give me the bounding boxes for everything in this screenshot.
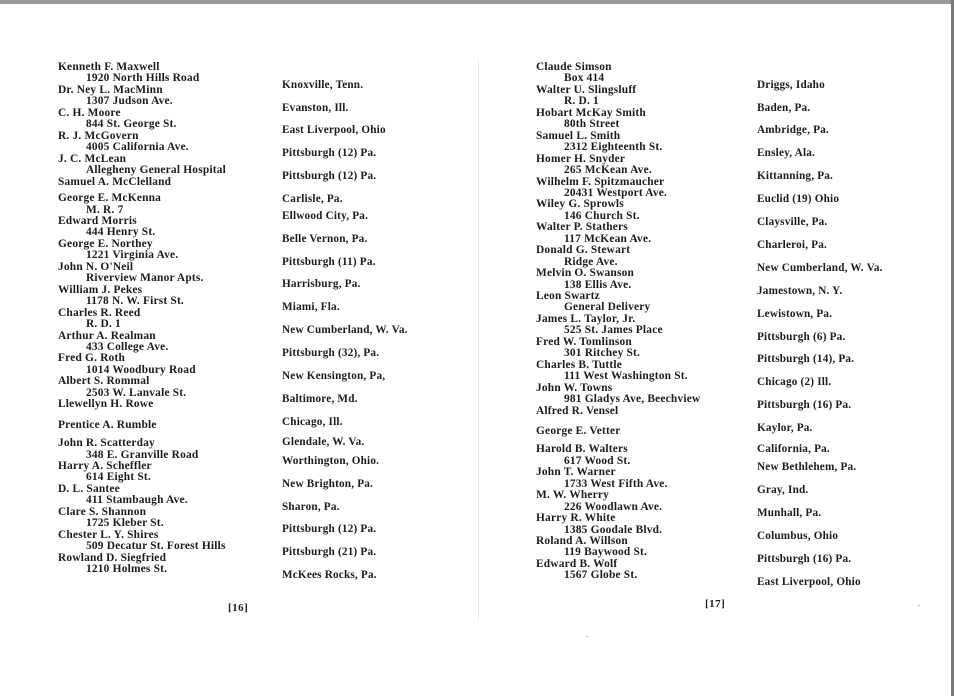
entry-place: Chicago (2) Ill. [757,376,832,389]
entry-address: 1567 Globe St. [564,569,638,582]
entry-address: 844 St. George St. [86,118,177,131]
entry-address: 146 Church St. [564,209,640,222]
entry-address: 1307 Judson Ave. [86,95,173,108]
entry-place: Baltimore, Md. [282,392,358,405]
entry-name: Charles R. Reed [58,306,141,319]
entry-address: 4005 California Ave. [86,141,189,154]
entry-place: Ambridge, Pa. [757,124,829,137]
entry-place: Harrisburg, Pa. [282,278,361,291]
entry-address: 265 McKean Ave. [564,164,652,177]
entry-address: R. D. 1 [86,318,121,331]
page-top-edge [0,0,954,4]
entry-address: 348 E. Granville Road [86,448,199,461]
entry-place: Ellwood City, Pa. [282,209,369,222]
entry-name: C. H. Moore [58,106,121,119]
entry-name: John W. Towns [536,381,613,394]
entry-address: 80th Street [564,118,620,131]
entry-name: Wilhelm F. Spitzmaucher [536,175,665,188]
entry-address: 1221 Virginia Ave. [86,249,179,262]
entry-name: Dr. Ney L. MacMinn [58,83,163,96]
entry-place: Pittsburgh (16) Pa. [757,399,852,412]
entry-address: 20431 Westport Ave. [564,186,668,199]
entry-address: 138 Ellis Ave. [564,278,632,291]
entry-place: Miami, Fla. [282,301,340,314]
entry-address: 1920 North Hills Road [86,72,200,85]
entry-address: 2312 Eighteenth St. [564,141,663,154]
entry-address: 1014 Woodbury Road [86,363,196,376]
entry-place: New Cumberland, W. Va. [282,324,408,337]
entry-name: Samuel A. McClelland [58,175,172,188]
entry-place: Baden, Pa. [757,101,811,114]
entry-address: 1385 Goodale Blvd. [564,523,663,536]
entry-name: Llewellyn H. Rowe [58,398,154,411]
entry-name: Kenneth F. Maxwell [58,61,160,73]
entry-address: 1178 N. W. First St. [86,295,184,308]
entry-name: Roland A. Willson [536,535,628,548]
entry-name: Walter U. Slingsluff [536,83,637,96]
entry-address: 226 Woodlawn Ave. [564,500,663,513]
entry-place: Pittsburgh (14), Pa. [757,353,855,366]
entry-place: Chicago, Ill. [282,415,343,428]
left-page-number: [16] [228,602,249,614]
entry-name: D. L. Santee [58,482,120,495]
entry-name: Edward B. Wolf [536,557,618,570]
entry-name: George E. Northey [58,237,153,250]
entry-name: Claude Simson [536,61,612,73]
entry-name: Fred G. Roth [58,352,126,365]
entry-address: 614 Eight St. [86,471,151,484]
entry-address: 111 West Washington St. [564,370,688,383]
entry-name: Alfred R. Vensel [536,404,619,417]
entry-name: James L. Taylor, Jr. [536,312,636,325]
entry-name: Melvin O. Swanson [536,267,635,280]
entry-name: Harold B. Walters [536,443,628,456]
entry-address: R. D. 1 [564,95,599,108]
entry-name: John R. Scatterday [58,437,155,450]
entry-place: Euclid (19) Ohio [757,193,840,206]
entry-address: Box 414 [564,72,605,85]
entry-address: 1725 Kleber St. [86,517,164,530]
entry-name: Homer H. Snyder [536,152,626,165]
paper-speck [918,605,920,606]
paper-speck [586,636,588,637]
entry-place: Worthington, Ohio. [282,454,380,467]
entry-name: Prentice A. Rumble [58,418,157,431]
entry-name: Hobart McKay Smith [536,106,646,119]
entry-place: Lewistown, Pa. [757,307,833,320]
entry-address: 525 St. James Place [564,324,663,337]
entry-place: Ensley, Ala. [757,147,816,160]
entry-place: Pittsburgh (21) Pa. [282,546,377,559]
entry-address: 117 McKean Ave. [564,232,652,245]
entry-address: 1210 Holmes St. [86,563,168,576]
entry-address: 1733 West Fifth Ave. [564,477,668,490]
entry-address: M. R. 7 [86,203,124,216]
right-page-number: [17] [705,598,726,610]
entry-place: Munhall, Pa. [757,506,822,519]
entry-place: Kittanning, Pa. [757,170,834,183]
entry-place: New Cumberland, W. Va. [757,261,883,274]
entry-place: Pittsburgh (12) Pa. [282,170,377,183]
entry-place: Gray, Ind. [757,483,809,496]
entry-address: 301 Ritchey St. [564,347,641,360]
entry-place: Pittsburgh (12) Pa. [282,523,377,536]
entry-name: William J. Pekes [58,283,143,296]
entry-name: Rowland D. Siegfried [58,551,167,564]
entry-name: Samuel L. Smith [536,129,621,142]
entry-address: 433 College Ave. [86,340,169,353]
entry-place: Claysville, Pa. [757,216,828,228]
entry-name: M. W. Wherry [536,489,610,502]
entry-place: Knoxville, Tenn. [282,78,364,91]
entry-name: George E. Vetter [536,425,621,438]
entry-name: Wiley G. Sprowls [536,198,624,211]
entry-name: Edward Morris [58,215,137,227]
book-gutter [478,60,479,620]
entry-name: Chester L. Y. Shires [58,528,159,541]
entry-name: Arthur A. Realman [58,329,156,342]
entry-place: Pittsburgh (16) Pa. [757,552,852,565]
entry-address: 981 Gladys Ave, Beechview [564,393,701,406]
entry-address: 617 Wood St. [564,454,631,467]
entry-place: Driggs, Idaho [757,78,825,91]
entry-address: General Delivery [564,301,651,314]
entry-name: Clare S. Shannon [58,505,147,518]
entry-place: Belle Vernon, Pa. [282,232,368,245]
entry-place: East Liverpool, Ohio [282,124,386,137]
entry-address: 2503 W. Lanvale St. [86,386,187,399]
entry-name: John T. Warner [536,466,616,479]
entry-place: New Kensington, Pa, [282,370,386,382]
entry-place: Pittsburgh (32), Pa. [282,347,380,360]
entry-name: Walter P. Stathers [536,221,628,234]
entry-name: Charles B. Tuttle [536,358,622,371]
entry-place: Pittsburgh (11) Pa. [282,255,376,268]
entry-address: 119 Baywood St. [564,546,648,559]
entry-name: Harry A. Scheffler [58,460,152,473]
entry-address: 411 Stambaugh Ave. [86,494,188,507]
entry-address: 509 Decatur St. Forest Hills [86,540,226,553]
entry-place: New Brighton, Pa. [282,477,374,490]
entry-name: J. C. McLean [58,152,127,165]
entry-place: Carlisle, Pa. [282,193,343,206]
entry-place: Jamestown, N. Y. [757,284,843,297]
entry-place: Kaylor, Pa. [757,422,813,435]
entry-name: Harry R. White [536,512,616,525]
entry-place: New Bethlehem, Pa. [757,461,857,474]
entry-name: George E. McKenna [58,192,162,205]
entry-place: McKees Rocks, Pa. [282,569,377,582]
entry-place: Pittsburgh (12) Pa. [282,147,377,160]
entry-name: Donald G. Stewart [536,244,631,257]
entry-place: Columbus, Ohio [757,529,839,542]
entry-name: Albert S. Rommal [58,375,150,388]
entry-name: R. J. McGovern [58,129,139,142]
entry-place: California, Pa. [757,442,830,455]
entry-place: Pittsburgh (6) Pa. [757,330,846,343]
entry-address: Ridge Ave. [564,255,618,268]
entry-place: Charleroi, Pa. [757,238,828,251]
entry-name: John N. O'Neil [58,260,134,273]
entry-place: East Liverpool, Ohio [757,575,861,588]
entry-address: Allegheny General Hospital [86,164,226,177]
entry-name: Fred W. Tomlinson [536,335,632,348]
entry-address: 444 Henry St. [86,226,156,239]
entry-place: Evanston, Ill. [282,101,349,114]
entry-place: Sharon, Pa. [282,500,340,513]
entry-place: Glendale, W. Va. [282,436,365,449]
entry-address: Riverview Manor Apts. [86,272,204,285]
entry-name: Leon Swartz [536,290,600,302]
